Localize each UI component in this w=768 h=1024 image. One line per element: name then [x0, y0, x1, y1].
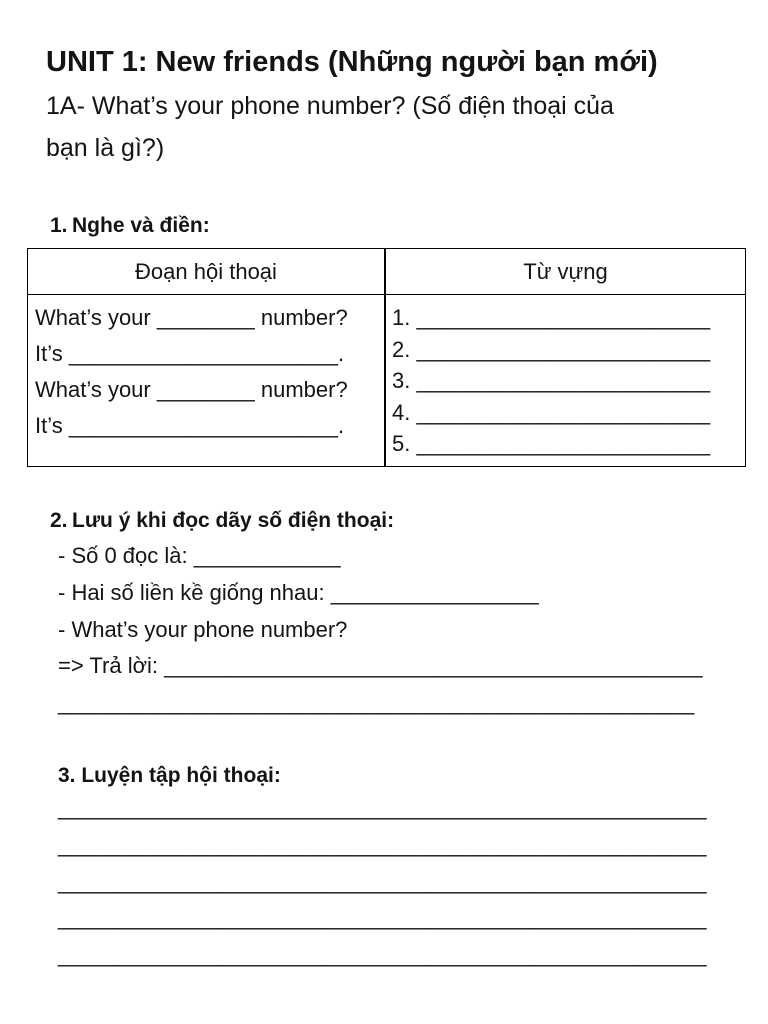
dialogue-line: What’s your ________ number?	[35, 305, 348, 330]
table-header-dialogue: Đoạn hội thoại	[135, 258, 277, 284]
dialogue-line: What’s your ________ number?	[35, 377, 348, 402]
practice-blank-line: _____________________________________________________	[58, 795, 707, 820]
listening-table	[27, 248, 746, 467]
section-1-heading	[50, 212, 210, 240]
practice-blank-line: _____________________________________________________	[58, 905, 707, 931]
vocabulary-cell	[392, 302, 710, 460]
note-line: - Hai số liền kề giống nhau: _________________	[58, 579, 539, 605]
dialogue-line: It’s ______________________.	[35, 341, 345, 366]
practice-lines	[58, 790, 706, 974]
lesson-subtitle: 1A- What’s your phone number? (Số điện thoại của bạn là gì?)	[46, 92, 614, 162]
vocabulary-line: 4. ________________________	[392, 399, 711, 425]
table-header-divider	[28, 294, 745, 295]
page-title: UNIT 1: New friends (Những người bạn mới)	[46, 46, 658, 78]
section-3-heading: 3. Luyện tập hội thoại:	[58, 764, 281, 787]
table-header-vocabulary: Từ vựng	[523, 258, 608, 284]
answer-line: => Trả lời: ____________________________________________	[58, 653, 703, 679]
practice-blank-line: _____________________________________________________	[58, 868, 707, 894]
section-2-heading	[50, 507, 394, 535]
vocabulary-line: 2. ________________________	[392, 336, 711, 362]
note-line: - What’s your phone number?	[58, 616, 348, 642]
answer-blank-line: ____________________________________________________	[58, 690, 695, 715]
section-1-number: 1.	[50, 214, 68, 237]
section-2-number: 2.	[50, 509, 68, 532]
dialogue-line: It’s ______________________.	[35, 413, 345, 438]
vocabulary-line: 3. ________________________	[392, 368, 711, 393]
vocabulary-line: 5. ________________________	[392, 431, 711, 456]
phone-number-notes	[58, 538, 703, 722]
vocabulary-line: 1. ________________________	[392, 305, 711, 330]
section-2-title: Lưu ý khi đọc dãy số điện thoại:	[72, 509, 395, 532]
practice-blank-line: _____________________________________________________	[58, 942, 707, 967]
practice-blank-line: _____________________________________________________	[58, 831, 707, 857]
note-line: - Số 0 đọc là: ____________	[58, 543, 341, 568]
section-1-title: Nghe và điền:	[72, 214, 210, 237]
dialogue-cell	[35, 300, 348, 444]
